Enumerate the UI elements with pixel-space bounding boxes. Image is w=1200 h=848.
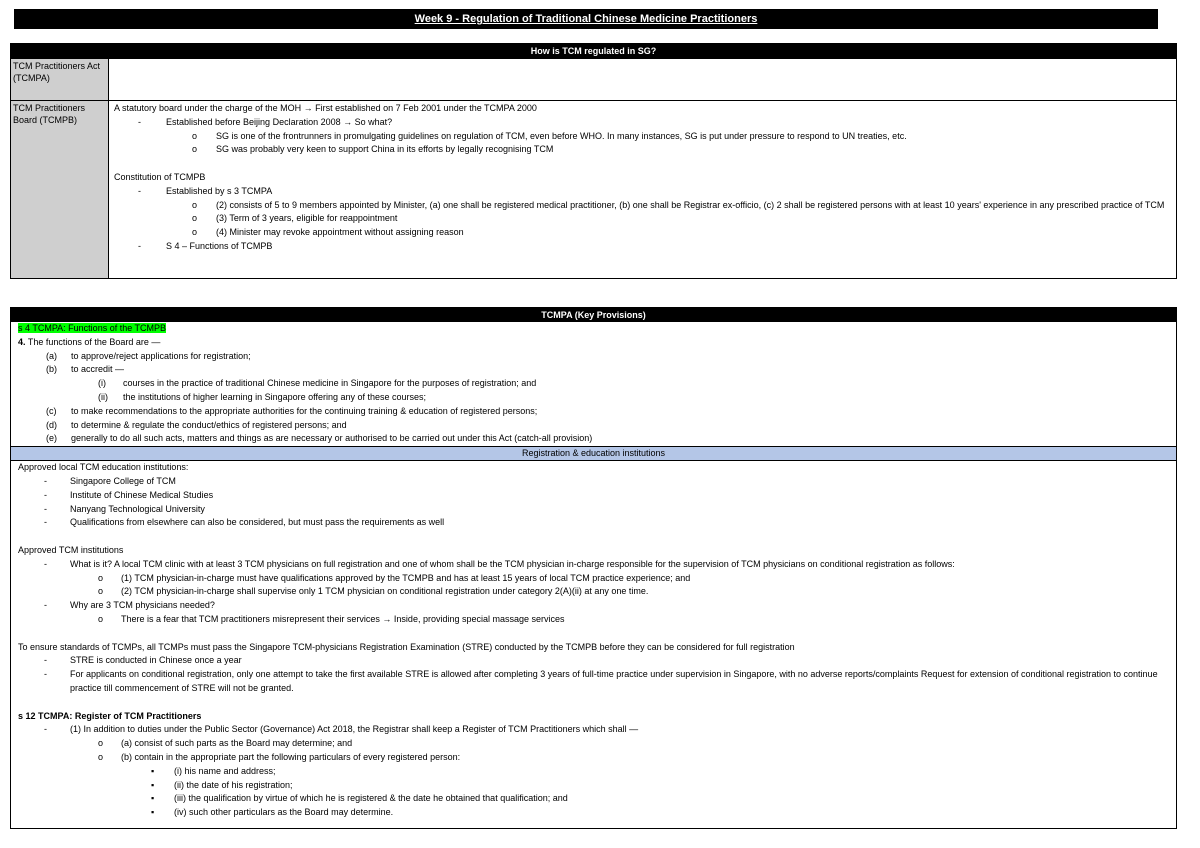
list-item: - Nanyang Technological University bbox=[18, 503, 1169, 517]
list-item: (a) to approve/reject applications for registration; bbox=[46, 350, 251, 361]
row-content bbox=[109, 101, 1176, 278]
dash-bullet: - bbox=[44, 600, 47, 611]
list-item: (d) to determine & regulate the conduct/ethics of registered persons; and bbox=[46, 419, 347, 430]
list-item: - (1) In addition to duties under the Public Sector (Governance) Act 2018, the Registrar shall keep a Register of TCM Practitioners which shall — bbox=[18, 723, 1169, 737]
circle-bullet: o bbox=[98, 613, 104, 624]
list-item: (e) generally to do all such acts, matters and things as are necessary or authorised to be carried out under this Act (catch-all provision) bbox=[46, 433, 593, 444]
square-bullet: ▪ bbox=[151, 779, 155, 790]
square-bullet: ▪ bbox=[151, 807, 155, 818]
dash-bullet: - bbox=[44, 517, 47, 528]
list-item: - Singapore College of TCM bbox=[18, 475, 1169, 489]
row-label: TCM Practitioners Board (TCMPB) bbox=[11, 101, 109, 278]
circle-bullet: o bbox=[192, 199, 198, 210]
dash-bullet: - bbox=[44, 655, 47, 666]
dash-bullet: - bbox=[44, 558, 47, 569]
list-item: o (1) TCM physician-in-charge must have qualifications approved by the TCMPB and has at least 15 years of local TCM practice experience; and bbox=[18, 572, 1169, 586]
table-header: How is TCM regulated in SG? bbox=[11, 44, 1176, 58]
circle-bullet: o bbox=[192, 130, 198, 141]
list-item: - Qualifications from elsewhere can also be considered, but must pass the requirements as well bbox=[18, 516, 1169, 530]
list-item: ▪ (iii) the qualification by virtue of which he is registered & the date he obtained that qualification; and bbox=[18, 792, 1169, 806]
section-heading: s 12 TCMPA: Register of TCM Practitioners bbox=[18, 710, 202, 721]
text-line: A statutory board under the charge of the MOH → First established on 7 Feb 2001 under the TCMPA 2000 bbox=[114, 103, 537, 113]
list-item: ▪ (ii) the date of his registration; bbox=[18, 779, 1169, 793]
circle-bullet: o bbox=[98, 751, 104, 762]
dash-bullet: - bbox=[138, 185, 141, 196]
list-item: - Why are 3 TCM physicians needed? bbox=[18, 599, 1169, 613]
dash-bullet: - bbox=[44, 475, 47, 486]
text-line: To ensure standards of TCMPs, all TCMPs must pass the Singapore TCM-physicians Registration Examination (STRE) conducted by the TCMPB before they can be considered for full registration bbox=[18, 641, 795, 652]
dash-bullet: - bbox=[138, 240, 141, 251]
list-item: ▪ (i) his name and address; bbox=[18, 765, 1169, 779]
list-item: o (2) TCM physician-in-charge shall supervise only 1 TCM physician on conditional registration under category 2(A)(ii) at any one time. bbox=[18, 585, 1169, 599]
section-subheader: Registration & education institutions bbox=[11, 446, 1176, 461]
list-item: (c) to make recommendations to the appropriate authorities for the continuing training & education of registered persons; bbox=[46, 405, 538, 416]
list-item: - What is it? A local TCM clinic with at least 3 TCM physicians on full registration and one of whom shall be the TCM physician in-charge responsible for the supervision of TCM physicians on conditional registration as follows: bbox=[18, 558, 1169, 572]
circle-bullet: o bbox=[98, 738, 104, 749]
list-item: o (a) consist of such parts as the Board may determine; and bbox=[18, 737, 1169, 751]
section-heading: s 4 TCMPA: Functions of the TCMPB bbox=[18, 323, 167, 333]
list-item: - Institute of Chinese Medical Studies bbox=[18, 489, 1169, 503]
key-provisions-table bbox=[10, 307, 1177, 829]
list-item: o (4) Minister may revoke appointment without assigning reason bbox=[114, 226, 1171, 240]
row-content bbox=[109, 59, 1176, 100]
dash-bullet: - bbox=[44, 724, 47, 735]
dash-bullet: - bbox=[44, 489, 47, 500]
square-bullet: ▪ bbox=[151, 793, 155, 804]
circle-bullet: o bbox=[192, 213, 198, 224]
circle-bullet: o bbox=[192, 144, 198, 155]
list-item: - STRE is conducted in Chinese once a year bbox=[18, 654, 1169, 668]
text-line: Constitution of TCMPB bbox=[114, 171, 206, 182]
circle-bullet: o bbox=[98, 586, 104, 597]
circle-bullet: o bbox=[192, 227, 198, 238]
list-item: o (2) consists of 5 to 9 members appointed by Minister, (a) one shall be registered medical practitioner, (b) one shall be Registrar ex-officio, (c) 2 shall be registered persons with at least 10 years' experience in any prescribed practice of TCM bbox=[114, 199, 1171, 213]
list-item: (ii) the institutions of higher learning in Singapore offering any of these courses; bbox=[98, 391, 427, 402]
tcm-regulation-table bbox=[10, 43, 1177, 279]
table-header: TCMPA (Key Provisions) bbox=[11, 308, 1176, 322]
list-item: o (b) contain in the appropriate part the following particulars of every registered person: bbox=[18, 751, 1169, 765]
dash-bullet: - bbox=[44, 669, 47, 680]
list-item: o SG is one of the frontrunners in promulgating guidelines on regulation of TCM, even before WHO. In many instances, SG is put under pressure to respond to UN treaties, etc. bbox=[114, 130, 1171, 144]
page-title: Week 9 - Regulation of Traditional Chinese Medicine Practitioners bbox=[14, 9, 1158, 29]
table-row bbox=[11, 58, 1176, 100]
list-item: o (3) Term of 3 years, eligible for reappointment bbox=[114, 212, 1171, 226]
list-item: - For applicants on conditional registration, only one attempt to take the first available STRE is allowed after completing 3 years of full-time practice under supervision in Singapore, with no adverse reports/complaints Request for extension of conditional registration to continue practice till commencement of STRE will not be granted. bbox=[44, 669, 1158, 693]
square-bullet: ▪ bbox=[151, 765, 155, 776]
table-row bbox=[11, 100, 1176, 278]
list-item: (i) courses in the practice of traditional Chinese medicine in Singapore for the purposes of registration; and bbox=[98, 378, 537, 389]
list-item: - S 4 – Functions of TCMPB bbox=[114, 240, 1171, 254]
list-item: - Established by s 3 TCMPA bbox=[114, 185, 1171, 199]
list-item: o SG was probably very keen to support China in its efforts by legally recognising TCM bbox=[114, 143, 1171, 157]
text-line: 4. The functions of the Board are — bbox=[18, 336, 161, 347]
circle-bullet: o bbox=[98, 572, 104, 583]
row-label: TCM Practitioners Act (TCMPA) bbox=[11, 59, 109, 100]
list-item: ▪ (iv) such other particulars as the Board may determine. bbox=[18, 806, 1169, 820]
dash-bullet: - bbox=[138, 116, 141, 127]
list-item: o There is a fear that TCM practitioners misrepresent their services → Inside, providing special massage services bbox=[18, 613, 1169, 627]
list-item: - Established before Beijing Declaration 2008 → So what? bbox=[114, 116, 1171, 130]
list-item: (b) to accredit — bbox=[46, 364, 125, 375]
text-line: Approved local TCM education institutions: bbox=[18, 462, 189, 473]
text-line: Approved TCM institutions bbox=[18, 544, 124, 555]
dash-bullet: - bbox=[44, 503, 47, 514]
